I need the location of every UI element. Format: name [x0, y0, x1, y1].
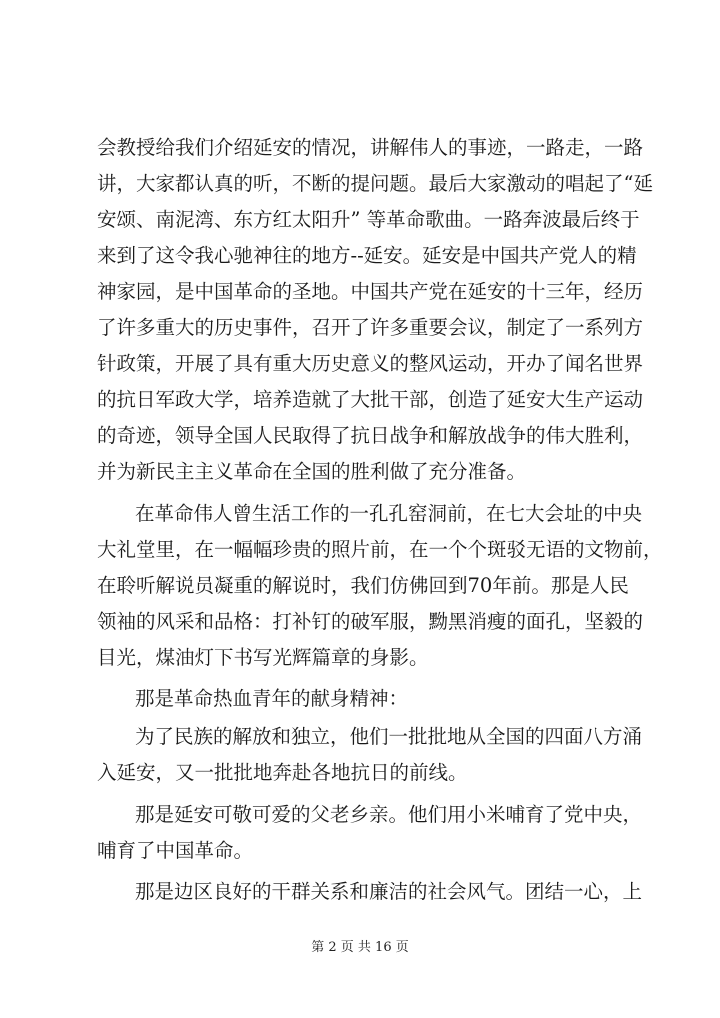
text-line: 大礼堂里，在一幅幅珍贵的照片前，在一个个斑驳无语的文物前，: [97, 538, 663, 561]
text-line: 那是边区良好的干群关系和廉洁的社会风气。团结一心，上: [135, 880, 643, 903]
text-line: 哺育了中国革命。: [97, 839, 254, 862]
text-line: 神家园，是中国革命的圣地。中国共产党在延安的十三年，经历: [97, 280, 644, 303]
text-line: 在革命伟人曾生活工作的一孔孔窑洞前，在七大会址的中央: [135, 502, 643, 525]
page-number-footer: 第 2 页 共 16 页: [311, 940, 409, 955]
text-line: 并为新民主主义革命在全国的胜利做了充分准备。: [97, 460, 527, 483]
text-line: 的抗日军政大学，培养造就了大批干部，创造了延安大生产运动: [97, 388, 644, 411]
text-line: 入延安，又一批批地奔赴各地抗日的前线。: [97, 761, 468, 784]
text-line: 目光，煤油灯下书写光辉篇章的身影。: [97, 646, 429, 669]
text-line: 安颂、南泥湾、东方红太阳升” 等革命歌曲。一路奔波最后终于: [97, 208, 640, 231]
text-line: 那是革命热血青年的献身精神：: [135, 687, 409, 710]
text-line: 领袖的风采和品格：打补钉的破军服，黝黑消瘦的面孔，坚毅的: [97, 610, 644, 633]
text-line: 为了民族的解放和独立，他们一批批地从全国的四面八方涌: [135, 725, 643, 748]
text-line: 那是延安可敬可爱的父老乡亲。他们用小米哺育了党中央，: [135, 803, 643, 826]
text-line: 讲，大家都认真的听，不断的提问题。最后大家激动的唱起了“延: [97, 172, 653, 195]
text-line: 针政策，开展了具有重大历史意义的整风运动，开办了闻名世界: [97, 352, 644, 375]
text-line: 的奇迹，领导全国人民取得了抗日战争和解放战争的伟大胜利，: [97, 424, 644, 447]
text-line: 来到了这令我心驰神往的地方--延安。延安是中国共产党人的精: [97, 244, 637, 267]
text-line: 在聆听解说员凝重的解说时，我们仿佛回到70年前。那是人民: [97, 574, 629, 597]
text-line: 了许多重大的历史事件，召开了许多重要会议，制定了一系列方: [97, 316, 644, 339]
text-line: 会教授给我们介绍延安的情况，讲解伟人的事迹，一路走，一路: [97, 136, 644, 159]
